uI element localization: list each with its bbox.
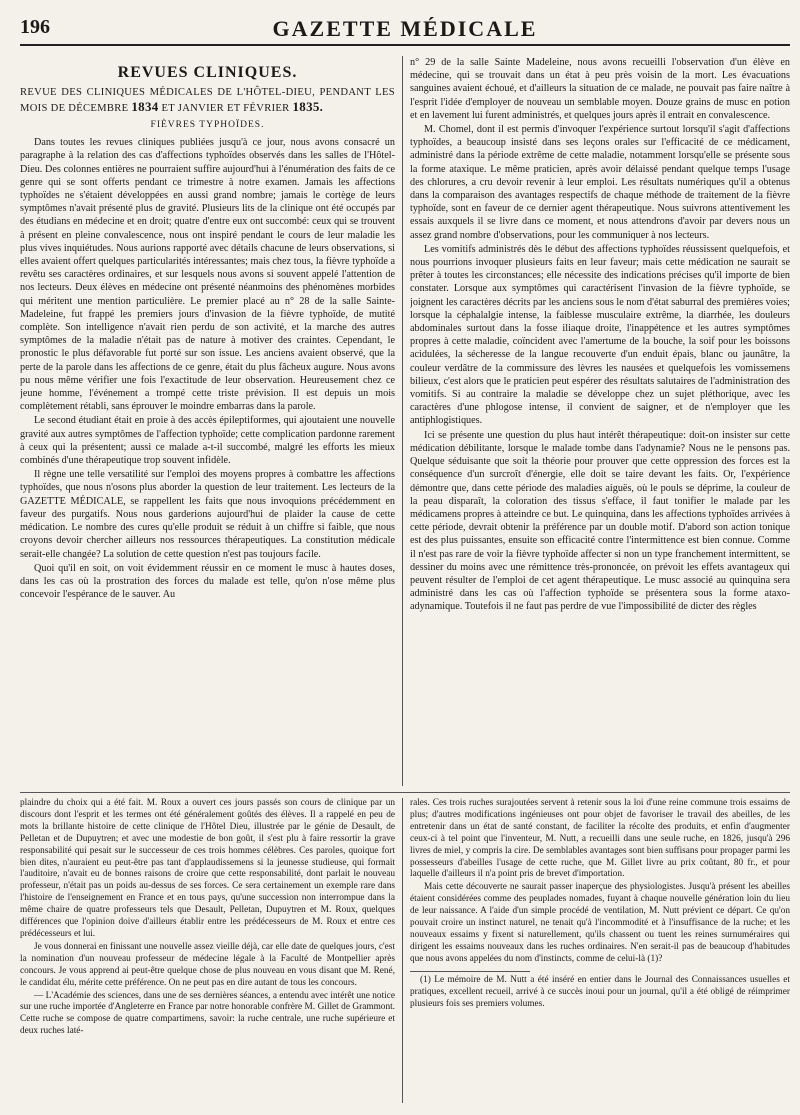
paragraph: Les vomitifs administrés dès le début des affections typhoïdes réussissent quelquefois, et nous pourrions invoquer plusieurs faits en leur faveur; mais cette médication ne saurait se prêter à toutes les circonstances; elle nécessite des indications précises qu'il importe de bien constater. Lorsque aux symptômes qui caractérisent l'invasion de la fièvre typhoïde, se joignent les caractères décrits par les anciens sous le nom d'état saburral des premières voies; lorsque la céphalalgie intense, la faiblesse musculaire extrême, la diarrhée, les douleurs abdominales surtout dans la fosse iliaque droite, l'inappétence et les autres symptômes propres à cette maladie, coïncident avec l'amertume de la bouche, la soif pour les boissons acidulées, la sécheresse de la langue recouverte d'un enduit épais, blanc ou jaunâtre, la couleur verdâtre de la commissure des lèvres les nausées et quelquefois les vomissemens bilieux, c'est alors que le praticien peut espérer des résultats salutaires de l'administration des vomitifs. Si au contraire la maladie se développe chez un sujet pléthorique, avec les caractères d'une phlogose intense, il convient de saigner, et de n'employer que les antiphlogistiques. (410, 243, 790, 427)
right-column (410, 56, 790, 786)
column-divider (402, 56, 403, 786)
paragraph: Mais cette découverte ne saurait passer inaperçue des physiologistes. Jusqu'à présent les abeilles étaient considérées comme des peuplades nomades, fuyant à chaque nouvelle génération loin du lieu de leur naissance. A l'aide d'un simple procédé de ventilation, M. Nutt prévient ce départ. Ce qu'on pouvait croire un instinct naturel, ne tenait qu'à l'incommodité et à l'insuffisance de la ruche; et les nouveaux essaims y fixent si naturellement, qu'ils chassent ou tuent les reines surnuméraires qui dirigent les essaims nouveaux dans les ruches ordinaires. N'en serait-il pas de beaucoup d'habitudes que nous avons appelées du nom d'instincts, comme de celui-là (1)? (410, 882, 790, 964)
footnote: (1) Le mémoire de M. Nutt a été inséré en entier dans le Journal des Connaissances usuelles et pratiques, excellent recueil, arrivé à ce succès inoui pour un journal, qu'il a été obligé de réimprimer plusieurs fois ses premiers volumes. (410, 974, 790, 1009)
subtitle: FIÈVRES TYPHOÏDES. (150, 120, 265, 130)
paragraph: Ici se présente une question du plus haut intérêt thérapeutique: doit-on insister sur cette médication débilitante, lorsque le malade tombe dans l'adynamie? Nous ne le pensons pas. Quelque séduisante que soit la théorie pour prouver que cette oppression des forces est la conséquence d'un surcroît d'énergie, elle doit se taire devant les faits. Or, l'expérience démontre que, dans cette période des maladies aiguës, où le pouls se déprime, la couleur de la peau disparaît, la coloration des tissus s'efface, il faut tonifier le malade par les médicamens propres à atteindre ce but. Le quinquina, dans les affections typhoïdes arrivées à cette période, devrait obtenir la préférence par un double motif. D'abord son action tonique est des plus puissantes, ensuite son efficacité contre l'intermittence est bien connue. Comme il n'est pas rare de voir la fièvre typhoïde affecter si non un type franchement intermittent, se dessiner du moins avec une rémittence très-prononcée, on prévoit les effets avantageux qui peuvent résulter de l'emploi de cet agent thérapeutique. Le musc associé au quinquina sera administré dans les cas où l'affection typhoïde se présentera sous la forme ataxo-adynamique. Toutefois il ne faut pas perdre de vue l'impossibilité de dicter des règles (410, 429, 790, 613)
page-header (20, 14, 790, 46)
paragraph: n° 29 de la salle Sainte Madeleine, nous avons recueilli l'observation d'un élève en médecine, qui se trouvait dans un état à peu près voisin de la mort. Les évacuations sanguines avaient échoué, et d'ailleurs la situation de ce malade, ne pouvait pas faire naître à l'esprit l'idée d'employer de nouveau un semblable moyen. Douze grains de musc en potion et en lavement lui furent administrés, et quelques jours après il entrait en convalescence. (410, 57, 790, 121)
review-title-part2: ET JANVIER ET FÉVRIER (161, 102, 290, 114)
bottom-left-column (20, 798, 395, 1103)
paragraph: M. Chomel, dont il est permis d'invoquer l'expérience surtout lorsqu'il s'agit d'affections typhoïdes, a beaucoup insisté dans ses leçons orales sur l'efficacité de ce médicament, administré dans la période extrême de cette maladie, notamment lorsqu'elle se présente sous la forme ataxique. Le même praticien, après avoir délaissé pendant quelque temps l'usage des chlorures, a cru devoir revenir à leur emploi. Les résultats numériques qu'il a obtenus dans la comparaison des avantages respectifs de chaque méthode de traitement de la fièvre typhoïde, sont en faveur de ce dernier agent thérapeutique. Nous suivrons attentivement les essais auxquels il se livre dans ce moment, et nous attendrons d'avoir par devers nous un assez grand nombre d'observations, pour les communiquer à nos lecteurs. (410, 124, 790, 241)
left-column (20, 56, 395, 786)
paragraph: Quoi qu'il en soit, on voit évidemment réussir en ce moment le musc à hautes doses, dans les cas où la prostration des forces du malade est telle, qu'on n'ose même plus concevoir l'espérance de le sauver. Au (20, 562, 395, 601)
paragraph: Le second étudiant était en proie à des accès épileptiformes, qui ajoutaient une nouvelle gravité aux autres symptômes de l'affection typhoïde; cette complication pardonne rarement à ceux qui la présentent; aussi ce malade a-t-il succombé, malgré les efforts les mieux combinés d'une thérapeutique trop souvent infidèle. (20, 415, 395, 467)
paragraph: plaindre du choix qui a été fait. M. Roux a ouvert ces jours passés son cours de clinique par un discours dont l'esprit et les termes ont été généralement goûtés des élèves. Il a rappelé en peu de mots la brillante histoire de cette clinique de l'Hôtel Dieu, illustrée par le génie de Desault, de Pelletan et de Dupuytren; et avec une modestie de bon goût, il s'est plu à faire ressortir la grave responsabilité qui pesait sur le successeur de ces trois hommes célèbres. Ces paroles, quoique fort bien dites, n'auraient eu peut-être pas tant d'applaudissemens si la jeunesse studieuse, qui formait l'auditoire, n'avait eu de bonnes raisons de croire que cette responsabilité, dont parlait le nouveau professeur, n'était pas un poids au-dessus de ses forces. Ce sera certainement un exemple rare dans l'histoire de l'enseignement en France et en tous pays, qu'une succession non interrompue dans la même chaire de quatre professeurs tels que Desault, Pelletan, Dupuytren et M. Roux, quelques différences que l'opinion doive d'ailleurs établir entre les prédécesseurs de M. Roux et entre ces prédécesseurs et lui. (20, 798, 395, 939)
column-divider (402, 798, 403, 1103)
review-title-part1: REVUE DES CLINIQUES MÉDICALES DE L'HÔTEL-DIEU, PENDANT LES MOIS DE DÉCEMBRE (20, 87, 395, 114)
paragraph: Dans toutes les revues cliniques publiées jusqu'à ce jour, nous avons consacré un paragraphe à la relation des cas d'affections typhoïdes observés dans les salles de l'Hôtel-Dieu. Des colonnes entières ne pourraient suffire aujourd'hui à l'énumération des faits de ce genre qui se sont offerts pendant ce trimestre à notre examen. Jamais les affections typhoïdes ne s'étaient développées en aussi grand nombre; jamais le cortège de leurs symptômes n'avait présenté plus de gravité. Plusieurs lits de la clinique ont été occupés par des étudians en médecine et en droit; quatre d'entre eux ont succombé: ceux qui se trouvent à présent en pleine convalescence, nous ont inspiré pendant le cours de leur maladie les plus vives inquiétudes. Nous aurions rapporté avec détails chacune de leurs observations, si elles avaient offert quelques particularités intéressantes; mais chez tous, la fièvre typhoïde a revêtu ses caractères ordinaires, et sur lesquels nous avons si souvent appelé l'attention de nos lecteurs. Deux élèves en médecine ont présenté néanmoins des phénomènes morbides qui méritent une mention particulière. Le premier placé au n° 28 de la salle Sainte-Madeleine, fut frappé les premiers jours d'invasion de la fièvre typhoïde, de mutité complète. Son intelligence n'avait rien perdu de son activité, et la marche des autres symptômes de la maladie n'était pas de nature à motiver des craintes. Cependant, le pronostic le plus défavorable fut porté sur son issue. Les anciens avaient observé, que la perte de la parole dans les affections de ce genre, était du plus fâcheux augure. Nous avons pu nous même vérifier une fois l'exactitude de leur observation. Heureusement chez ce jeune homme, l'événement a trompé cette triste prévision. Il est depuis un mois complètement rétabli, sans éprouver le moindre embarras dans la parole. (20, 137, 395, 413)
paragraph: Il règne une telle versatilité sur l'emploi des moyens propres à combattre les affections typhoïdes, que nous n'osons plus aborder la question de leur traitement. Les lecteurs de la GAZETTE MÉDICALE, se rappellent les faits que nous invoquions précédemment en faveur des purgatifs. Nous nous garderions aujourd'hui de plaider la cause de cette médication. Le nombre des cures qu'elle produit se réduit à un chiffre si faible, que nous croyons devoir chercher ailleurs nos ressources thérapeutiques. La constitution médicale serait-elle changée? La solution de cette question n'est pas toujours facile. (20, 469, 395, 560)
footnote-rule (410, 971, 530, 972)
journal-title: GAZETTE MÉDICALE (272, 16, 538, 41)
section-divider (20, 792, 790, 793)
paragraph: Je vous donnerai en finissant une nouvelle assez vieille déjà, car elle date de quelques jours, c'est la nomination d'un nouveau professeur de médecine légale à la Faculté de Montpellier après concours. Je vous apprend ai peut-être quelque chose de plus nouveau en vous disant que M. René, le candidat élu, mérite cette préférence. On ne peut pas en dire autant de tous les concours. (20, 941, 395, 988)
review-title (20, 86, 395, 115)
page-number: 196 (20, 16, 50, 38)
paragraph: — L'Académie des sciences, dans une de ses dernières séances, a entendu avec intérêt une notice sur une ruche importée d'Angleterre en France par notre honorable confrère M. Gillet de Grammont. Cette ruche se compose de quatre compartimens, savoir: la ruche centrale, une ruche supérieure et deux ruches laté- (20, 990, 395, 1037)
paragraph: rales. Ces trois ruches surajoutées servent à retenir sous la loi d'une reine commune trois essaims de plus; d'autres modifications ingénieuses ont pour objet de favoriser le travail des abeilles, de les entretenir dans un état de santé constant, de faciliter la récolte des produits, et enfin d'augmenter ceux-ci à tel point que l'inventeur, M. Nutt, a recueilli dans une seule ruche, en 1826, jusqu'à 296 livres de miel, y compris la cire. De semblables avantages sont bien suffisans pour propager parmi les possesseurs d'abeilles l'usage de cette ruche, que M. Gillet livre au prix coûtant, 80 fr., et pour laquelle d'ailleurs il n'a point pris de brevet d'importation. (410, 798, 790, 880)
bottom-right-column (410, 798, 790, 1103)
review-title-year2: 1835. (292, 98, 324, 114)
section-title: REVUES CLINIQUES. (117, 64, 298, 81)
review-title-year1: 1834 (131, 98, 159, 114)
